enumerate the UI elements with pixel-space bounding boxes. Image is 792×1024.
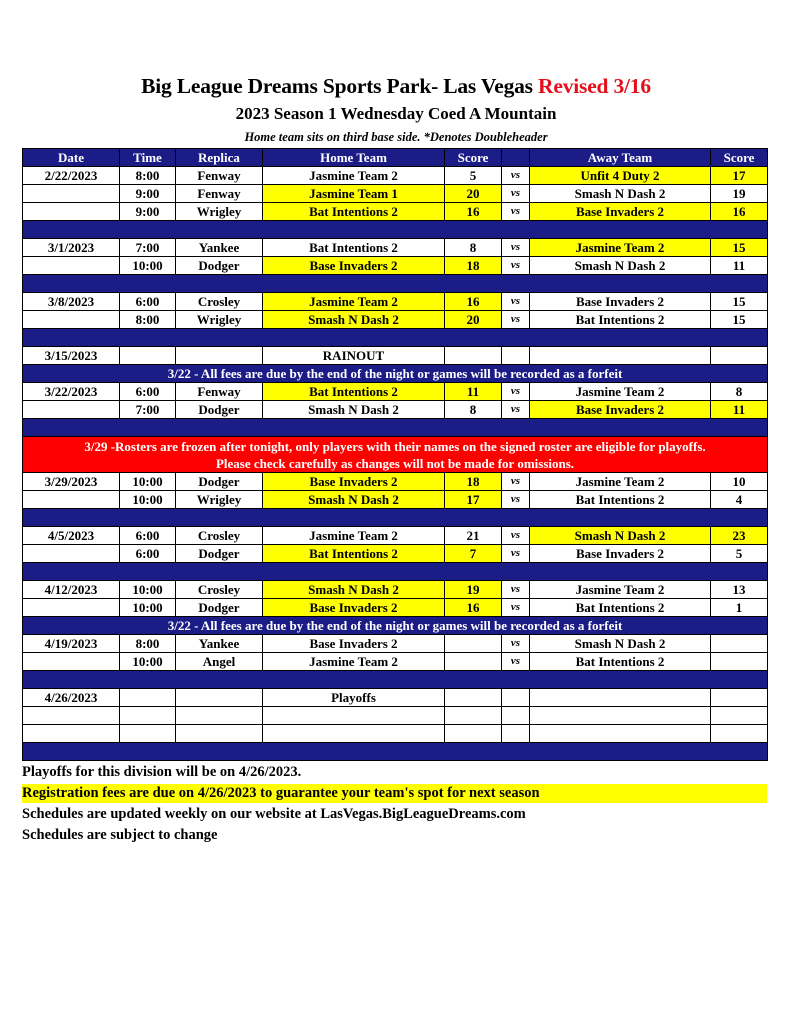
home-score-cell	[445, 707, 502, 725]
away-score-cell: 15	[711, 293, 768, 311]
away-score-cell	[711, 707, 768, 725]
field-cell: Yankee	[176, 239, 263, 257]
home-score-cell	[445, 653, 502, 671]
field-cell: Wrigley	[176, 311, 263, 329]
table-row	[23, 347, 768, 365]
field-cell: Crosley	[176, 293, 263, 311]
date-cell: 3/22/2023	[23, 383, 120, 401]
vs-cell: vs	[502, 167, 530, 185]
spacer-cell	[23, 419, 768, 437]
table-header-row	[23, 149, 768, 167]
time-cell	[120, 725, 176, 743]
date-cell	[23, 545, 120, 563]
home-team-cell: Playoffs	[263, 689, 445, 707]
title-text: Big League Dreams Sports Park- Las Vegas	[141, 74, 533, 98]
spacer-row	[23, 275, 768, 293]
spacer-cell	[23, 743, 768, 761]
away-team-cell: Unfit 4 Duty 2	[530, 167, 711, 185]
table-row	[23, 293, 768, 311]
away-score-cell	[711, 653, 768, 671]
col-away-score-header: Score	[711, 149, 768, 167]
away-score-cell: 15	[711, 311, 768, 329]
away-score-cell	[711, 725, 768, 743]
away-team-cell: Base Invaders 2	[530, 293, 711, 311]
col-vs-header	[502, 149, 530, 167]
away-score-cell: 16	[711, 203, 768, 221]
home-score-cell: 8	[445, 239, 502, 257]
away-score-cell: 17	[711, 167, 768, 185]
away-score-cell: 15	[711, 239, 768, 257]
spacer-row	[23, 419, 768, 437]
home-score-cell: 16	[445, 203, 502, 221]
table-row	[23, 581, 768, 599]
home-score-cell	[445, 725, 502, 743]
vs-cell: vs	[502, 599, 530, 617]
website-note: Schedules are updated weekly on our website at LasVegas.BigLeagueDreams.com	[22, 806, 526, 822]
home-team-cell: Base Invaders 2	[263, 635, 445, 653]
home-score-cell: 16	[445, 293, 502, 311]
home-team-cell: Smash N Dash 2	[263, 491, 445, 509]
away-team-cell	[530, 707, 711, 725]
vs-cell	[502, 707, 530, 725]
away-team-cell: Jasmine Team 2	[530, 473, 711, 491]
field-cell	[176, 689, 263, 707]
time-cell: 10:00	[120, 491, 176, 509]
time-cell: 10:00	[120, 257, 176, 275]
change-note: Schedules are subject to change	[22, 827, 218, 843]
home-team-cell: Bat Intentions 2	[263, 203, 445, 221]
time-cell	[120, 689, 176, 707]
time-cell: 10:00	[120, 473, 176, 491]
time-cell: 6:00	[120, 545, 176, 563]
spacer-row	[23, 563, 768, 581]
vs-cell	[502, 689, 530, 707]
away-score-cell	[711, 635, 768, 653]
home-score-cell: 5	[445, 167, 502, 185]
vs-cell: vs	[502, 293, 530, 311]
away-team-cell: Base Invaders 2	[530, 401, 711, 419]
home-score-cell	[445, 347, 502, 365]
table-row	[23, 239, 768, 257]
vs-cell: vs	[502, 185, 530, 203]
spacer-row	[23, 329, 768, 347]
table-row	[23, 383, 768, 401]
away-score-cell: 8	[711, 383, 768, 401]
away-team-cell: Base Invaders 2	[530, 203, 711, 221]
field-cell: Dodger	[176, 599, 263, 617]
home-team-cell: Jasmine Team 1	[263, 185, 445, 203]
revised-label: Revised 3/16	[538, 74, 651, 98]
notice-row	[23, 365, 768, 383]
date-cell: 4/26/2023	[23, 689, 120, 707]
spacer-cell	[23, 509, 768, 527]
away-team-cell: Bat Intentions 2	[530, 599, 711, 617]
home-team-cell	[263, 725, 445, 743]
table-row	[23, 491, 768, 509]
vs-cell: vs	[502, 545, 530, 563]
table-row	[23, 545, 768, 563]
away-score-cell: 4	[711, 491, 768, 509]
field-cell: Wrigley	[176, 203, 263, 221]
home-team-cell: Bat Intentions 2	[263, 239, 445, 257]
table-row	[23, 167, 768, 185]
registration-note: Registration fees are due on 4/26/2023 to guarantee your team's spot for next season	[22, 784, 767, 803]
date-cell	[23, 203, 120, 221]
field-cell: Yankee	[176, 635, 263, 653]
away-score-cell: 19	[711, 185, 768, 203]
field-cell: Crosley	[176, 581, 263, 599]
field-cell: Crosley	[176, 527, 263, 545]
vs-cell: vs	[502, 203, 530, 221]
date-cell	[23, 707, 120, 725]
spacer-cell	[23, 329, 768, 347]
away-team-cell: Bat Intentions 2	[530, 311, 711, 329]
notice-row	[23, 617, 768, 635]
time-cell: 6:00	[120, 383, 176, 401]
home-score-cell	[445, 635, 502, 653]
page-subtitle: 2023 Season 1 Wednesday Coed A Mountain	[235, 104, 557, 123]
table-row	[23, 653, 768, 671]
away-team-cell: Smash N Dash 2	[530, 185, 711, 203]
vs-cell: vs	[502, 401, 530, 419]
home-team-cell: Smash N Dash 2	[263, 311, 445, 329]
date-cell: 3/15/2023	[23, 347, 120, 365]
spacer-row	[23, 671, 768, 689]
away-score-cell: 5	[711, 545, 768, 563]
away-team-cell: Jasmine Team 2	[530, 239, 711, 257]
time-cell: 10:00	[120, 599, 176, 617]
time-cell: 10:00	[120, 581, 176, 599]
spacer-cell	[23, 671, 768, 689]
spacer-cell	[23, 221, 768, 239]
table-row	[23, 725, 768, 743]
away-score-cell: 13	[711, 581, 768, 599]
away-score-cell	[711, 689, 768, 707]
date-cell: 4/12/2023	[23, 581, 120, 599]
field-cell: Wrigley	[176, 491, 263, 509]
field-cell: Fenway	[176, 167, 263, 185]
vs-cell	[502, 725, 530, 743]
field-cell: Fenway	[176, 185, 263, 203]
away-team-cell: Jasmine Team 2	[530, 383, 711, 401]
away-score-cell	[711, 347, 768, 365]
away-team-cell: Bat Intentions 2	[530, 491, 711, 509]
home-team-cell: Jasmine Team 2	[263, 527, 445, 545]
spacer-row	[23, 743, 768, 761]
time-cell	[120, 347, 176, 365]
date-cell	[23, 401, 120, 419]
home-team-cell: Bat Intentions 2	[263, 383, 445, 401]
roster-alert-line2: Please check carefully as changes will not be made for omissions.	[215, 455, 575, 471]
field-cell: Dodger	[176, 257, 263, 275]
home-team-cell: Base Invaders 2	[263, 473, 445, 491]
date-cell	[23, 491, 120, 509]
away-team-cell: Smash N Dash 2	[530, 257, 711, 275]
home-team-cell: Jasmine Team 2	[263, 653, 445, 671]
spacer-cell	[23, 275, 768, 293]
date-cell: 3/8/2023	[23, 293, 120, 311]
spacer-cell	[23, 563, 768, 581]
date-cell: 3/1/2023	[23, 239, 120, 257]
home-score-cell: 19	[445, 581, 502, 599]
date-cell	[23, 311, 120, 329]
schedule-body	[23, 167, 768, 761]
field-cell: Fenway	[176, 383, 263, 401]
date-cell	[23, 185, 120, 203]
away-score-cell: 11	[711, 257, 768, 275]
field-cell	[176, 725, 263, 743]
time-cell: 7:00	[120, 401, 176, 419]
time-cell: 9:00	[120, 203, 176, 221]
field-cell	[176, 707, 263, 725]
vs-cell: vs	[502, 653, 530, 671]
col-home-score-header: Score	[445, 149, 502, 167]
table-row	[23, 203, 768, 221]
notice-text: 3/22 - All fees are due by the end of the night or games will be recorded as a forfeit	[23, 365, 768, 383]
vs-cell: vs	[502, 581, 530, 599]
field-cell	[176, 347, 263, 365]
vs-cell: vs	[502, 473, 530, 491]
home-team-cell: Bat Intentions 2	[263, 545, 445, 563]
away-team-cell	[530, 347, 711, 365]
roster-alert-cell	[23, 437, 768, 473]
home-team-cell: Base Invaders 2	[263, 599, 445, 617]
away-team-cell: Smash N Dash 2	[530, 635, 711, 653]
date-cell: 4/5/2023	[23, 527, 120, 545]
table-row	[23, 635, 768, 653]
home-score-cell: 16	[445, 599, 502, 617]
table-row	[23, 311, 768, 329]
home-team-cell	[263, 707, 445, 725]
vs-cell: vs	[502, 383, 530, 401]
home-score-cell: 11	[445, 383, 502, 401]
roster-alert-row	[23, 437, 768, 473]
time-cell: 9:00	[120, 185, 176, 203]
home-score-cell: 20	[445, 311, 502, 329]
field-cell: Dodger	[176, 401, 263, 419]
vs-cell	[502, 347, 530, 365]
table-row	[23, 185, 768, 203]
time-cell: 8:00	[120, 167, 176, 185]
date-cell	[23, 599, 120, 617]
col-replica-header: Replica	[176, 149, 263, 167]
date-cell	[23, 725, 120, 743]
spacer-row	[23, 509, 768, 527]
field-cell: Angel	[176, 653, 263, 671]
home-score-cell: 18	[445, 257, 502, 275]
home-score-cell: 7	[445, 545, 502, 563]
home-score-cell	[445, 689, 502, 707]
col-date-header: Date	[23, 149, 120, 167]
away-team-cell: Bat Intentions 2	[530, 653, 711, 671]
time-cell: 8:00	[120, 311, 176, 329]
col-time-header: Time	[120, 149, 176, 167]
field-cell: Dodger	[176, 545, 263, 563]
vs-cell: vs	[502, 257, 530, 275]
away-team-cell: Jasmine Team 2	[530, 581, 711, 599]
date-cell: 2/22/2023	[23, 167, 120, 185]
page-title	[0, 74, 792, 99]
home-team-cell: Base Invaders 2	[263, 257, 445, 275]
playoffs-note: Playoffs for this division will be on 4/26/2023.	[22, 764, 302, 780]
home-score-cell: 17	[445, 491, 502, 509]
home-score-cell: 20	[445, 185, 502, 203]
vs-cell: vs	[502, 491, 530, 509]
time-cell: 6:00	[120, 527, 176, 545]
time-cell: 6:00	[120, 293, 176, 311]
table-row	[23, 473, 768, 491]
notice-text: 3/22 - All fees are due by the end of the night or games will be recorded as a forfeit	[23, 617, 768, 635]
away-team-cell: Base Invaders 2	[530, 545, 711, 563]
away-score-cell: 11	[711, 401, 768, 419]
col-home-team-header: Home Team	[263, 149, 445, 167]
home-team-cell: RAINOUT	[263, 347, 445, 365]
home-score-cell: 21	[445, 527, 502, 545]
time-cell: 10:00	[120, 653, 176, 671]
away-score-cell: 23	[711, 527, 768, 545]
table-row	[23, 689, 768, 707]
roster-alert-line1: 3/29 -Rosters are frozen after tonight, only players with their names on the signed roster are eligible for playoffs.	[84, 438, 706, 454]
home-team-cell: Jasmine Team 2	[263, 293, 445, 311]
table-row	[23, 707, 768, 725]
date-cell	[23, 653, 120, 671]
time-cell	[120, 707, 176, 725]
spacer-row	[23, 221, 768, 239]
vs-cell: vs	[502, 527, 530, 545]
col-away-team-header: Away Team	[530, 149, 711, 167]
time-cell: 8:00	[120, 635, 176, 653]
away-score-cell: 10	[711, 473, 768, 491]
table-row	[23, 401, 768, 419]
vs-cell: vs	[502, 311, 530, 329]
away-score-cell: 1	[711, 599, 768, 617]
table-row	[23, 599, 768, 617]
home-team-cell: Jasmine Team 2	[263, 167, 445, 185]
date-cell	[23, 257, 120, 275]
away-team-cell	[530, 689, 711, 707]
date-cell: 4/19/2023	[23, 635, 120, 653]
home-score-cell: 18	[445, 473, 502, 491]
time-cell: 7:00	[120, 239, 176, 257]
date-cell: 3/29/2023	[23, 473, 120, 491]
field-cell: Dodger	[176, 473, 263, 491]
away-team-cell: Smash N Dash 2	[530, 527, 711, 545]
table-row	[23, 527, 768, 545]
vs-cell: vs	[502, 635, 530, 653]
vs-cell: vs	[502, 239, 530, 257]
home-team-note: Home team sits on third base side. *Denotes Doubleheader	[244, 130, 548, 144]
home-score-cell: 8	[445, 401, 502, 419]
home-team-cell: Smash N Dash 2	[263, 581, 445, 599]
home-team-cell: Smash N Dash 2	[263, 401, 445, 419]
table-row	[23, 257, 768, 275]
schedule-table	[22, 148, 768, 761]
away-team-cell	[530, 725, 711, 743]
